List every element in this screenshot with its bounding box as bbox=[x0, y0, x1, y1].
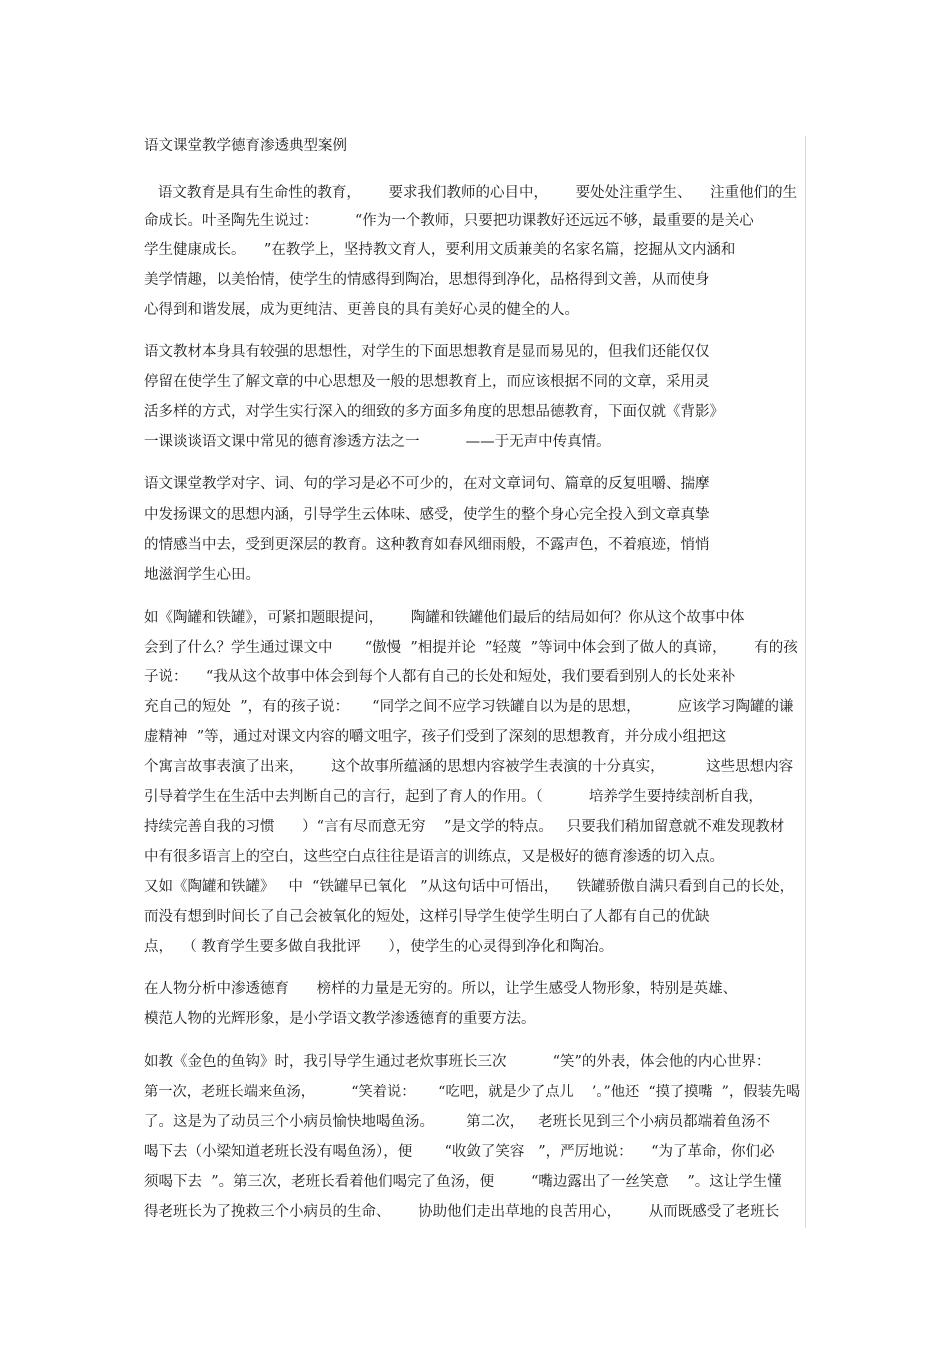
text-line: 美学情趣，以美怡情，使学生的情感得到陶冶，思想得到净化，品格得到文善，从而使身 bbox=[144, 272, 710, 288]
document-title: 语文课堂教学德育渗透典型案例 bbox=[144, 138, 347, 154]
text-line: 在人物分析中渗透德育 榜样的力量是无穷的。所以，让学生感受人物形象，特别是英雄、 bbox=[144, 981, 738, 997]
text-line: 语文课堂教学对字、词、句的学习是必不可少的，在对文章词句、篇章的反复咀嚼、揣摩 bbox=[144, 476, 710, 492]
text-line: 如教《金色的鱼钩》时，我引导学生通过老炊事班长三次 “笑”的外表，体会他的内心世界： bbox=[144, 1054, 771, 1070]
text-line: 的情感当中去，受到更深层的教育。这种教育如春风细雨般，不露声色，不着痕迹，悄悄 bbox=[144, 537, 710, 553]
text-line: 语文教材本身具有较强的思想性，对学生的下面思想教育是显而易见的，但我们还能仅仅 bbox=[144, 344, 710, 360]
text-line: 中有很多语言上的空白，这些空白点往往是语言的训练点，又是极好的德育渗透的切入点。 bbox=[144, 849, 724, 865]
text-line: 持续完善自我的习惯 ）“言有尽而意无穷 ”是文学的特点。 只要我们稍加留意就不难发现教材 bbox=[144, 819, 785, 835]
text-line: 地滋润学生心田。 bbox=[144, 567, 260, 583]
text-line: 模范人物的光辉形象，是小学语文教学渗透德育的重要方法。 bbox=[144, 1011, 536, 1027]
text-line: 命成长。叶圣陶先生说过： “作为一个教师，只要把功课教好还远远不够，最重要的是关心 bbox=[144, 213, 754, 229]
text-line: 须喝下去 ”。第三次，老班长看着他们喝完了鱼汤，便 “嘴边露出了一丝笑意 ”。这让学生懂 bbox=[144, 1174, 782, 1190]
text-line: 中发扬课文的思想内涵，引导学生云体味、感受，使学生的整个身心完全投入到文章真挚 bbox=[144, 507, 710, 523]
text-line: 第一次，老班长端来鱼汤， “笑着说： “吃吧，就是少了点儿 ’。”他还 “摸了摸嘴 ”，假装先喝 bbox=[144, 1084, 801, 1100]
text-line: 喝下去（小梁知道老班长没有喝鱼汤），便 “收敛了笑容 ”，严厉地说： “为了革命，你们必 bbox=[144, 1144, 775, 1160]
text-line: 充自己的短处 ”，有的孩子说： “同学之间不应学习铁罐自以为是的思想， 应该学习陶罐的谦 bbox=[144, 699, 794, 715]
text-line: 点， （ 教育学生要多做自我批评 ），使学生的心灵得到净化和陶冶。 bbox=[144, 939, 614, 955]
text-line: 虚精神 ”等，通过对课文内容的嚼文咀字，孩子们受到了深刻的思想教育，并分成小组把这 bbox=[144, 729, 727, 745]
text-line: 心得到和谐发展，成为更纯洁、更善良的具有美好心灵的健全的人。 bbox=[144, 302, 579, 318]
text-line: 而没有想到时间长了自己会被氧化的短处，这样引导学生使学生明白了人都有自己的优缺 bbox=[144, 909, 710, 925]
text-line: 个寓言故事表演了出来， 这个故事所蕴涵的思想内容被学生表演的十分真实， 这些思想内容 bbox=[144, 759, 794, 775]
text-line: 一课谈谈语文课中常见的德育渗透方法之一 ——于无声中传真情。 bbox=[144, 434, 611, 450]
text-line: 了。这是为了动员三个小病员愉快地喝鱼汤。 第二次， 老班长见到三个小病员都端着鱼汤不 bbox=[144, 1114, 771, 1130]
text-line: 语文教育是具有生命性的教育， 要求我们教师的心目中， 要处处注重学生、 注重他们的生 bbox=[144, 185, 798, 201]
text-line: 又如《陶罐和铁罐》 中 “铁罐早已氧化 ”从这句话中可悟出， 铁罐骄傲自满只看到自己的长处， bbox=[144, 879, 795, 895]
text-line: 得老班长为了挽救三个小病员的生命、 协助他们走出草地的良苦用心， 从而既感受了老班长 bbox=[144, 1204, 780, 1220]
text-line: 子说： “我从这个故事中体会到每个人都有自己的长处和短处，我们要看到别人的长处来补 bbox=[144, 669, 736, 685]
text-line: 如《陶罐和铁罐》，可紧扣题眼提问， 陶罐和铁罐他们最后的结局如何？你从这个故事中体 bbox=[144, 610, 745, 626]
text-line: 停留在使学生了解文章的中心思想及一般的思想教育上，而应该根据不同的文章，采用灵 bbox=[144, 374, 710, 390]
text-line: 引导着学生在生活中去判断自己的言行，起到了育人的作用。（ 培养学生要持续剖析自我， bbox=[144, 789, 763, 805]
text-line: 学生健康成长。 ”在教学上，坚持教文育人，要利用文质兼美的名家名篇，挖掘从文内涵和 bbox=[144, 242, 736, 258]
text-line: 会到了什么？学生通过课文中 “傲慢 ”相提并论 ”轻蔑 ”等词中体会到了做人的真谛， 有的孩 bbox=[144, 640, 798, 656]
text-line: 活多样的方式，对学生实行深入的细致的多方面多角度的思想品德教育，下面仅就《背影》 bbox=[144, 404, 724, 420]
right-margin-rule bbox=[805, 136, 806, 1228]
